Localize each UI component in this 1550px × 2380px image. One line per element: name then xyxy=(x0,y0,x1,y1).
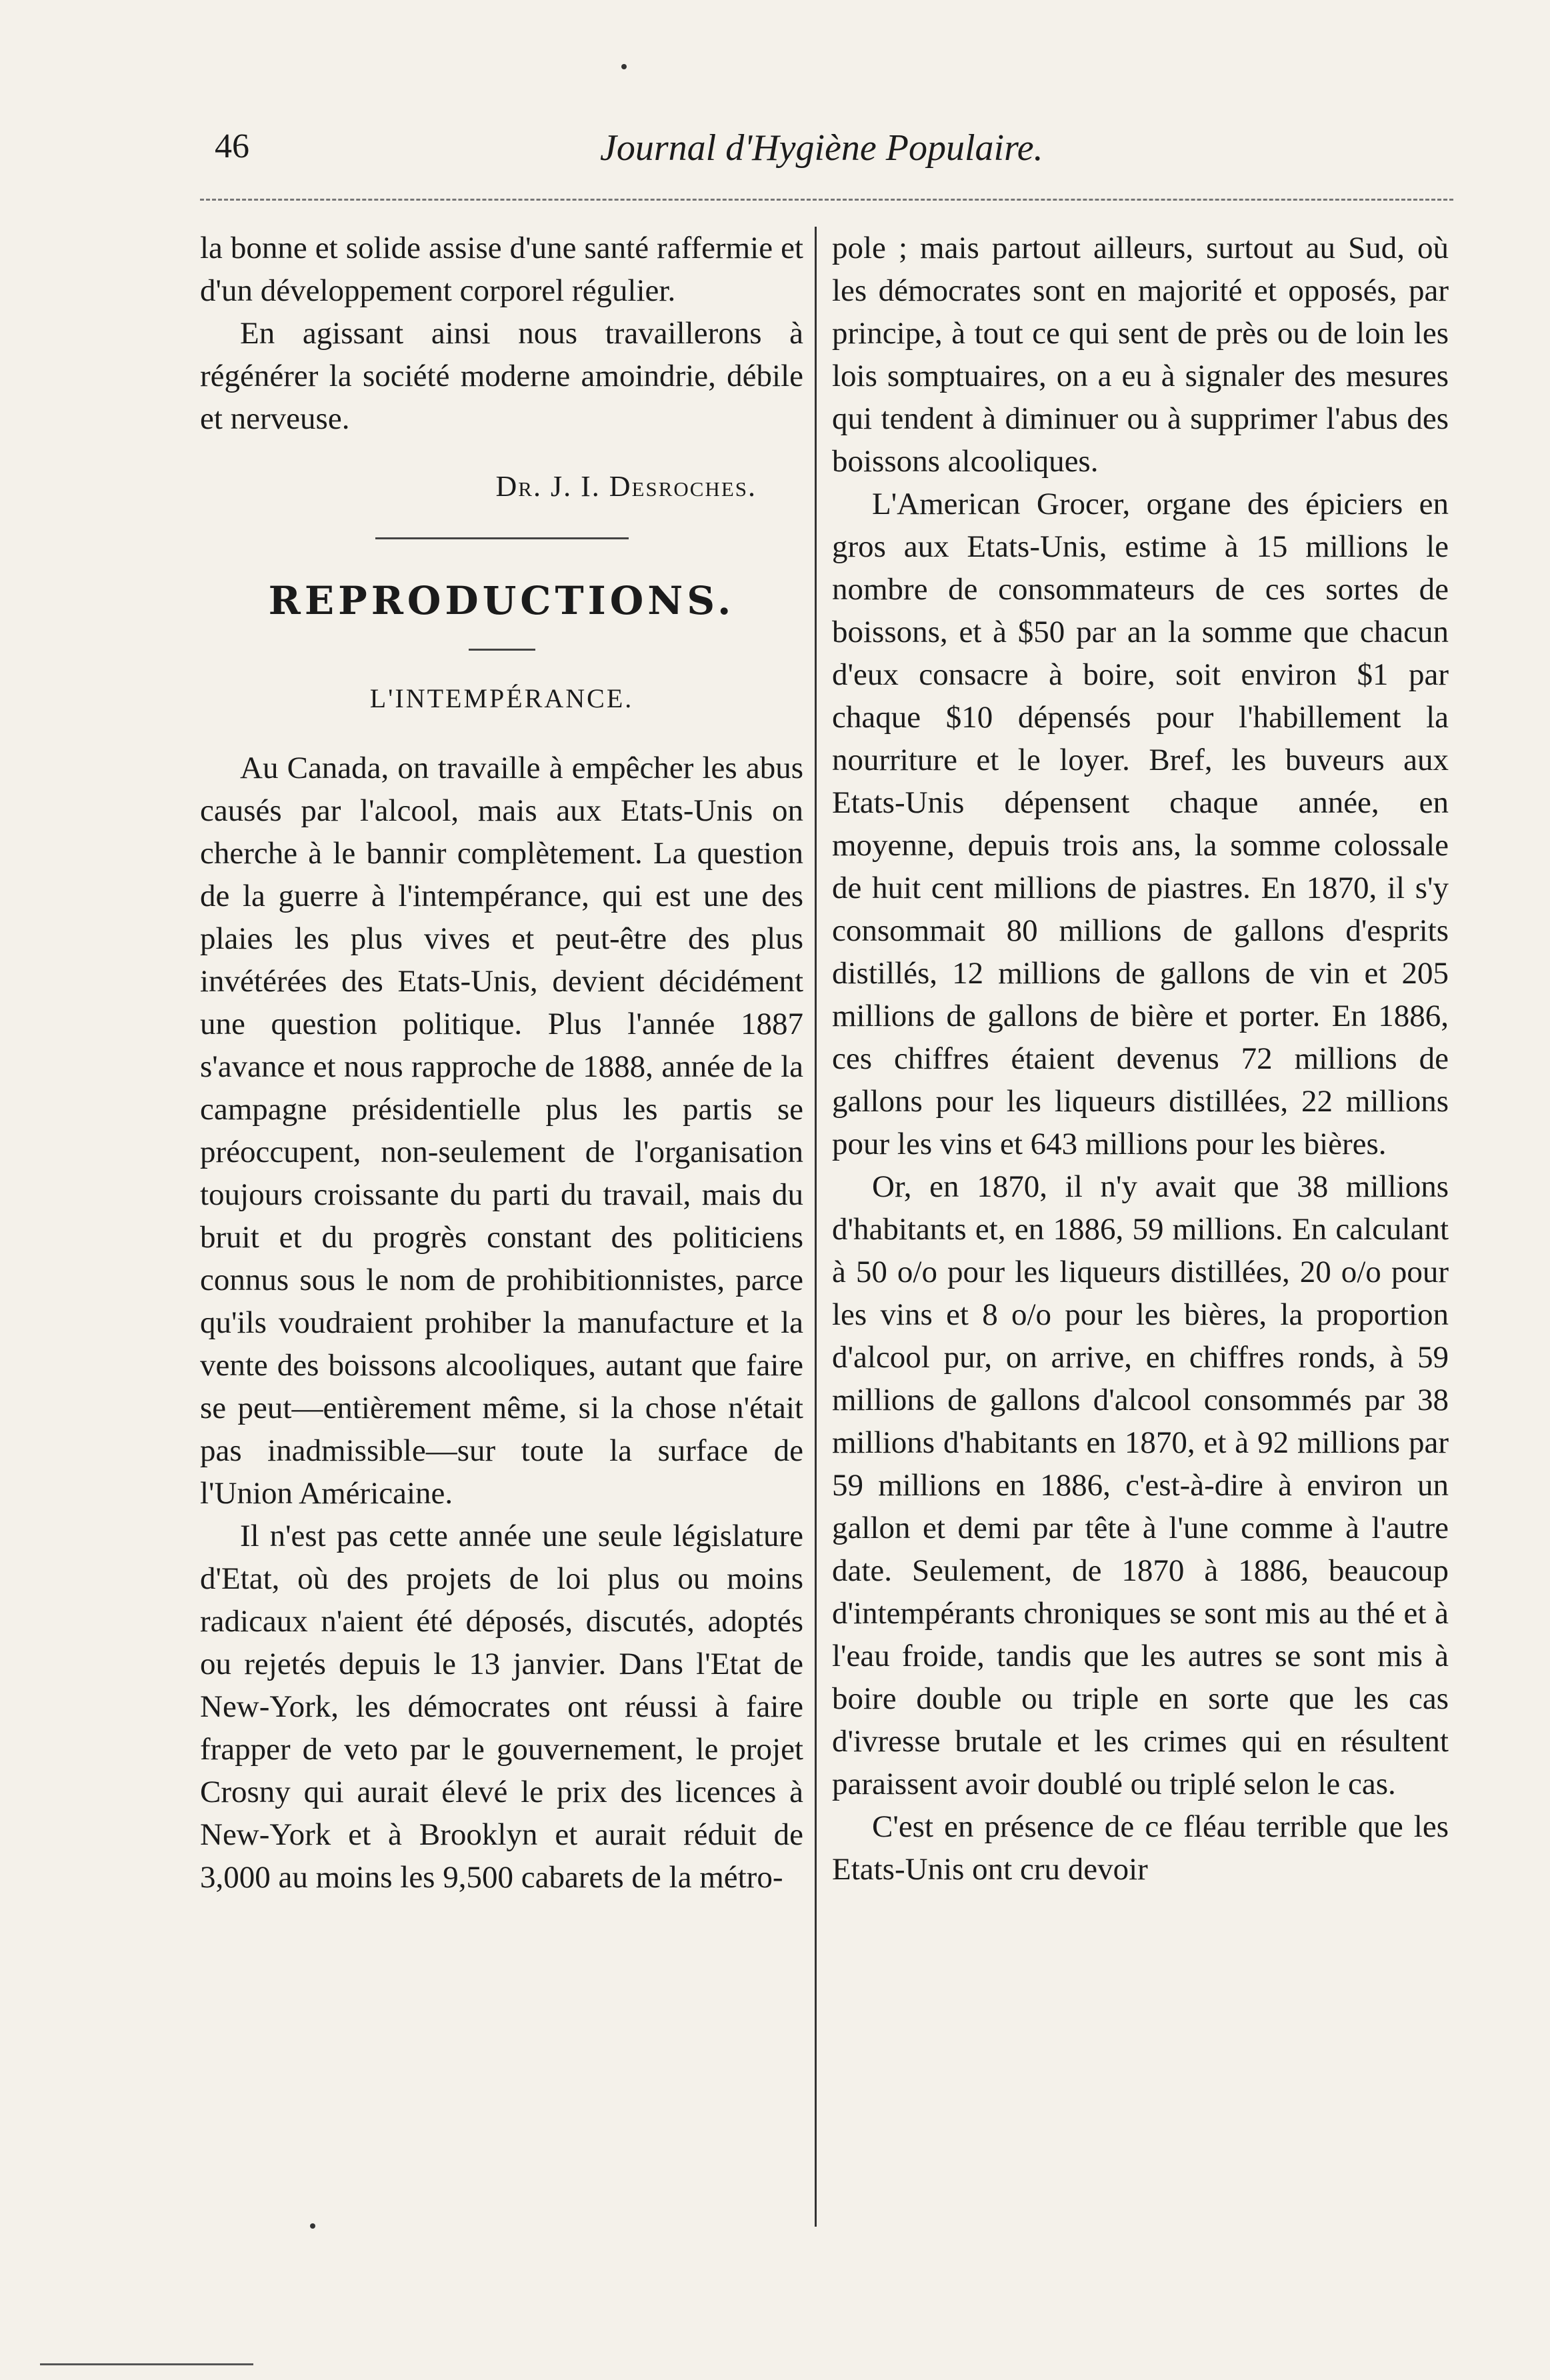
page-number: 46 xyxy=(215,127,249,165)
article-title: L'INTEMPÉRANCE. xyxy=(369,683,634,713)
paragraph: Au Canada, on travaille à empêcher les abus causés par l'alcool, mais aux Etats-Unis on cherche à le bannir complètement. La question de la guerre à l'intempérance, qui est une des plaies les plus vives et peut-être des plus invétérées des Etats-Unis, devient décidément une question politique. Plus l'année 1887 s'avance et nous rapproche de 1888, année de la campagne présidentielle plus les partis se préoccupent, non-seulement de l'organisation toujours croissante du parti du travail, mais du bruit et du progrès constant des politiciens connus sous le nom de prohibitionnistes, parce qu'ils voudraient prohiber la manufacture et la vente des boissons alcooliques, autant que faire se peut—entièrement même, si la chose n'était pas inadmissible—sur toute la surface de l'Union Américaine. xyxy=(200,751,803,1511)
left-column xyxy=(200,227,803,1899)
section-separator xyxy=(375,537,629,539)
column-divider xyxy=(815,227,817,2227)
footer-rule xyxy=(40,2363,253,2365)
heading-separator xyxy=(469,649,535,651)
paragraph: pole ; mais partout ailleurs, surtout au Sud, où les démocrates sont en majorité et opposés, par principe, à tout ce qui sent de près ou de loin les lois somptuaires, on a eu à signaler des mesures qui tendent à diminuer ou à supprimer l'abus des boissons alcooliques. xyxy=(832,231,1449,479)
paragraph: Il n'est pas cette année une seule législature d'Etat, où des projets de loi plus ou moins radicaux n'aient été déposés, discutés, adoptés ou rejetés depuis le 13 janvier. Dans l'Etat de New-York, les démocrates ont réussi à faire frapper de veto par le gouvernement, le projet Crosny qui aurait élevé le prix des licences à New-York et à Brooklyn et aurait réduit de 3,000 au moins les 9,500 cabarets de la métro- xyxy=(200,1519,803,1895)
ink-speck xyxy=(310,2223,315,2229)
paragraph: En agissant ainsi nous travaillerons à régénérer la société moderne amoindrie, débile et nerveuse. xyxy=(200,316,803,436)
paragraph: L'American Grocer, organe des épiciers en gros aux Etats-Unis, estime à 15 millions le nombre de consommateurs de ces sortes de boissons, et à $50 par an la somme que chacun d'eux consacre à boire, soit environ $1 par chaque $10 dépensés pour l'habillement la nourriture et le loyer. Bref, les buveurs aux Etats-Unis dépensent chaque année, en moyenne, depuis trois ans, la somme colossale de huit cent millions de piastres. En 1870, il s'y consommait 80 millions de gallons d'esprits distillés, 12 millions de gallons de vin et 205 millions de gallons de bière et porter. En 1886, ces chiffres étaient devenus 72 millions de gallons pour les liqueurs distillées, 22 millions pour les vins et 643 millions pour les bières. xyxy=(832,487,1449,1161)
paragraph: la bonne et solide assise d'une santé raffermie et d'un développement corporel régulier. xyxy=(200,231,803,308)
header-rule xyxy=(200,199,1453,201)
right-column xyxy=(832,227,1449,1891)
page-header xyxy=(0,127,1550,187)
ink-speck xyxy=(621,64,627,69)
paragraph: Or, en 1870, il n'y avait que 38 millions d'habitants et, en 1886, 59 millions. En calculant à 50 o/o pour les liqueurs distillées, 20 o/o pour les vins et 8 o/o pour les bières, la proportion d'alcool pur, on arrive, en chiffres ronds, à 59 millions de gallons d'alcool consommés par 38 millions d'habitants en 1870, et à 92 millions par 59 millions en 1886, c'est-à-dire à environ un gallon et demi par tête à l'une comme à l'autre date. Seulement, de 1870 à 1886, beaucoup d'intempérants chroniques se sont mis au thé et à l'eau froide, tandis que les autres se sont mis à boire double ou triple en sorte que les cas d'ivresse brutale et les crimes qui en résultent paraissent avoir doublé ou triplé selon le cas. xyxy=(832,1169,1449,1801)
section-heading: REPRODUCTIONS. xyxy=(268,578,735,623)
author-signature: Dr. J. I. Desroches. xyxy=(495,470,757,503)
journal-title: Journal d'Hygiène Populaire. xyxy=(600,127,1043,169)
paragraph: C'est en présence de ce fléau terrible que les Etats-Unis ont cru devoir xyxy=(832,1809,1449,1887)
